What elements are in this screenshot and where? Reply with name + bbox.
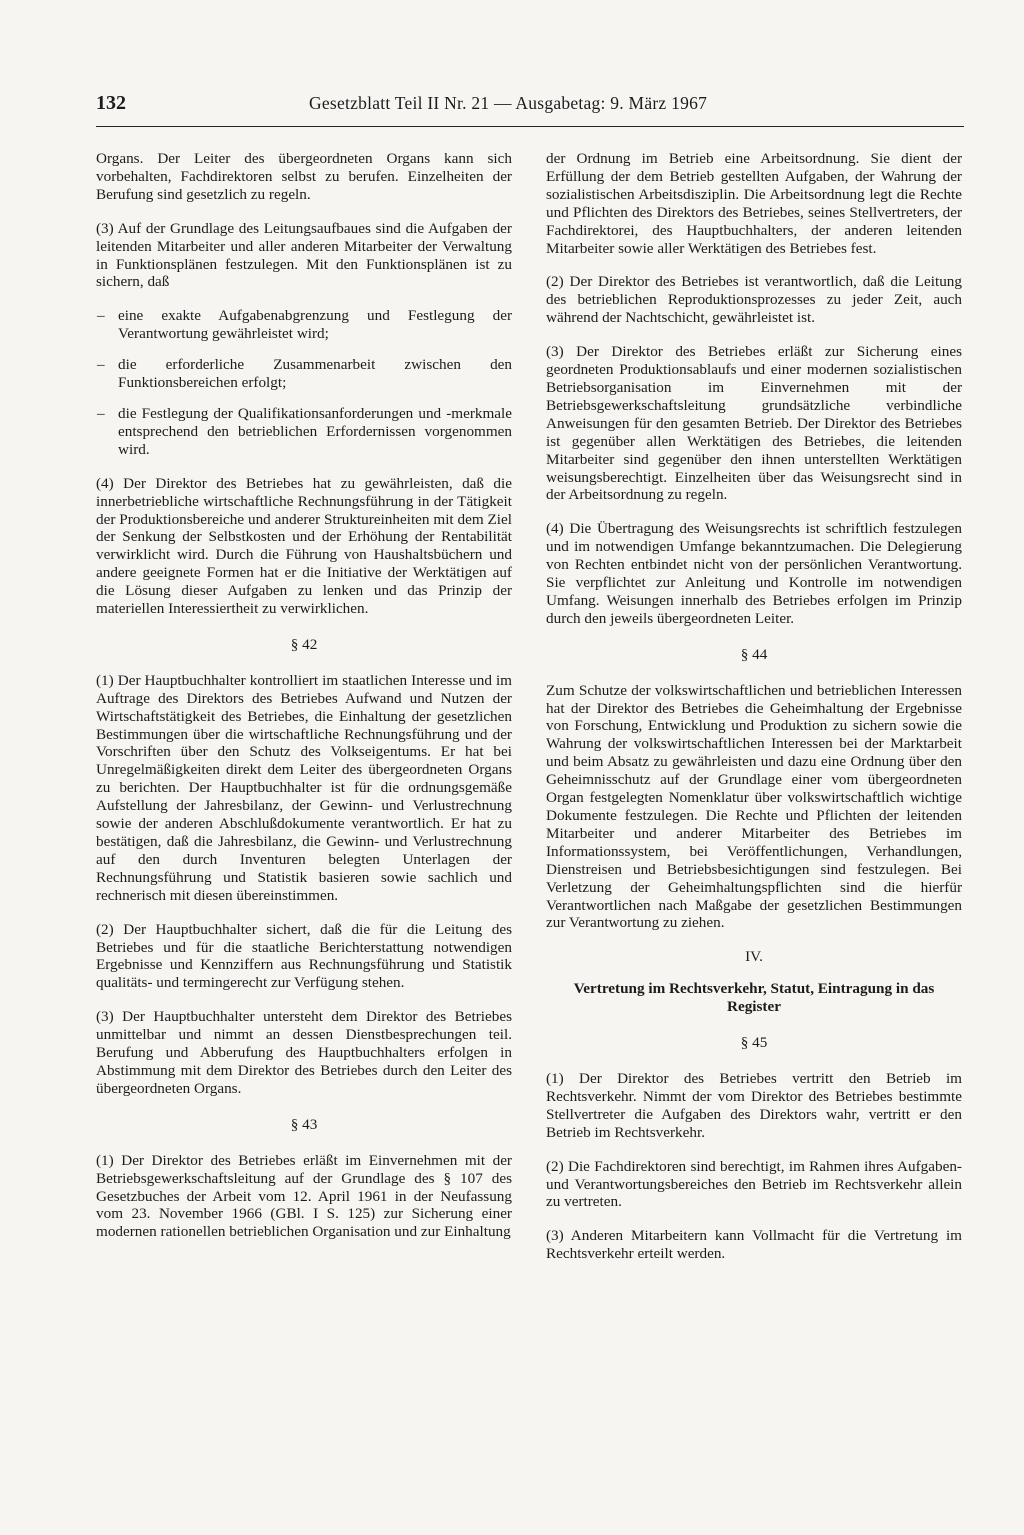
paragraph: (1) Der Direktor des Betriebes vertritt den Betrieb im Rechtsverkehr. Nimmt der vom Direktor des Betriebes bestimmte Stellvertreter die Aufgaben des Direktors wahr, vertritt er den Betrieb im Rechtsverkehr. (546, 1069, 962, 1141)
page-number: 132 (96, 92, 126, 114)
paragraph: (1) Der Direktor des Betriebes erläßt im Einvernehmen mit der Betriebsgewerkschaftsleitung auf der Grundlage des § 107 des Gesetzbuches der Arbeit vom 12. April 1961 in der Neufassung vom 23. November 1966 (GBl. I S. 125) zur Sicherung einer modernen rationellen betrieblichen Organisation und zur Einhaltung (96, 1151, 512, 1241)
chapter-title: Vertretung im Rechtsverkehr, Statut, Eintragung in das Register (573, 980, 935, 1016)
left-column (96, 150, 512, 1257)
section-heading-45: § 45 (740, 1034, 768, 1052)
paragraph: Organs. Der Leiter des übergeordneten Organs kann sich vorbehalten, Fachdirektoren selbst zu berufen. Einzelheiten der Berufung sind gesetzlich zu regeln. (96, 150, 512, 203)
paragraph: (3) Der Hauptbuchhalter untersteht dem Direktor des Betriebes unmittelbar und nimmt an dessen Dienstbesprechungen teil. Berufung und Abberufung des Hauptbuchhalters erfolgen in Abstimmung mit dem Direktor des Betriebes durch den Leiter des übergeordneten Organs. (96, 1008, 512, 1097)
paragraph: (2) Der Hauptbuchhalter sichert, daß die für die Leitung des Betriebes und für die staatliche Berichterstattung notwendigen Ergebnisse und Kennziffern aus Rechnungsführung und Statistik qualitäts- und termingerecht zur Verfügung stehen. (96, 920, 512, 992)
paragraph: (3) Auf der Grundlage des Leitungsaufbaues sind die Aufgaben der leitenden Mitarbeiter und aller anderen Mitarbeiter der Verwaltung in Funktionsplänen festzulegen. Mit den Funktionsplänen ist zu sichern, daß (96, 219, 512, 291)
paragraph: (4) Die Übertragung des Weisungsrechts ist schriftlich festzulegen und im notwendigen Umfange bekanntzumachen. Die Delegierung von Rechten entbindet nicht von der persönlichen Verantwortung. Sie verpflichtet zur Anleitung und Kontrolle im notwendigen Umfang. Weisungen innerhalb des Betriebes erfolgen im Prinzip durch den jeweils übergeordneten Leiter. (546, 520, 962, 627)
right-column (546, 150, 962, 1279)
section-heading-42: § 42 (290, 635, 318, 653)
paragraph: (2) Die Fachdirektoren sind berechtigt, im Rahmen ihres Aufgaben- und Verantwortungsbereiches den Betrieb im Rechtsverkehr allein zu vertreten. (546, 1157, 962, 1211)
page-header (96, 92, 964, 127)
paragraph: (4) Der Direktor des Betriebes hat zu gewährleisten, daß die innerbetriebliche wirtschaftliche Rechnungsführung in der Tätigkeit der Produktionsbereiche und anderer Struktureinheiten mit dem Ziel der Senkung der Selbstkosten und der Erhöhung der Rentabilität verwirklicht wird. Durch die Führung von Haushaltsbüchern und andere geeignete Formen hat er die Initiative der Werktätigen auf die Lösung dieser Aufgaben zu lenken und das Prinzip der materiellen Interessiertheit zu verwirklichen. (96, 474, 512, 618)
chapter-number: IV. (745, 948, 763, 966)
paragraph: (3) Anderen Mitarbeitern kann Vollmacht für die Vertretung im Rechtsverkehr erteilt werden. (546, 1227, 962, 1263)
bullet-list (96, 307, 512, 458)
paragraph: (2) Der Direktor des Betriebes ist verantwortlich, daß die Leitung des betrieblichen Reproduktionsprozesses zu jeder Zeit, auch während der Nachtschicht, gewährleistet ist. (546, 273, 962, 327)
paragraph: Zum Schutze der volkswirtschaftlichen und betrieblichen Interessen hat der Direktor des Betriebes die Geheimhaltung der Ergebnisse von Forschung, Entwicklung und Produktion zu sichern sowie die Wahrung der volkswirtschaftlichen Interessen bei der Marktarbeit und beim Absatz zu gewährleisten und dazu eine Ordnung über den Geheimnisschutz auf der Grundlage einer vom übergeordneten Organ festgelegten Nomenklatur über volkswirtschaftlich wichtige Dokumente festzulegen. Die Rechte und Pflichten der leitenden Mitarbeiter und anderer Mitarbeiter des Betriebes im Informationssystem, bei Veröffentlichungen, Verhandlungen, Dienstreisen und Betriebsbesichtigungen sind festzulegen. Bei Verletzung der Geheimhaltungspflichten sind die hierfür Verantwortlichen nach Maßgabe der gesetzlichen Bestimmungen zur Verantwortung zu ziehen. (546, 681, 962, 932)
list-item: – die Festlegung der Qualifikationsanforderungen und -merkmale entsprechend den betrieblichen Erfordernissen vorgenommen wird. (96, 405, 512, 459)
paragraph: (3) Der Direktor des Betriebes erläßt zur Sicherung eines geordneten Produktionsablaufs und einer modernen sozialistischen Betriebsorganisation im Einvernehmen mit der Betriebsgewerkschaftsleitung grundsätzliche verbindliche Anweisungen für den gesamten Betrieb. Der Direktor des Betriebes ist gegenüber allen Werktätigen des Betriebes, die leitenden Mitarbeiter sind gegenüber den ihnen unterstellten Werktätigen weisungsberechtigt. Einzelheiten über das Weisungsrecht sind in der Arbeitsordnung zu regeln. (546, 343, 962, 504)
paragraph: der Ordnung im Betrieb eine Arbeitsordnung. Sie dient der Erfüllung der dem Betrieb gestellten Aufgaben, der Wahrung der sozialistischen Arbeitsdisziplin. Die Arbeitsordnung legt die Rechte und Pflichten des Direktors des Betriebes, seines Stellvertreters, der Fachdirektorei, des Hauptbuchhalters, der anderen leitenden Mitarbeiter sowie aller Werktätigen des Betriebes fest. (546, 150, 962, 257)
list-item: – die erforderliche Zusammenarbeit zwischen den Funktionsbereichen erfolgt; (96, 356, 512, 392)
paragraph: (1) Der Hauptbuchhalter kontrolliert im staatlichen Interesse und im Auftrage des Direktors des Betriebes Aufwand und Nutzen der Wirtschaftstätigkeit des Betriebes, die Einhaltung der gesetzlichen Bestimmungen über die wirtschaftliche Rechnungsführung und der Vorschriften über den Schutz des Volkseigentums. Er hat bei Unregelmäßigkeiten direkt dem Leiter des übergeordneten Organs zu berichten. Der Hauptbuchhalter ist für die ordnungsgemäße Aufstellung der Jahresbilanz, der Gewinn- und Verlustrechnung sowie der anderen Abschlußdokumente verantwortlich. Er hat zu bestätigen, daß die Jahresbilanz, die Gewinn- und Verlustrechnung auf den durch Inventuren belegten Unterlagen der Rechnungsführung und Statistik basieren sowie sachlich und rechnerisch mit diesen übereinstimmen. (96, 671, 512, 904)
section-heading-43: § 43 (290, 1115, 318, 1133)
running-title: Gesetzblatt Teil II Nr. 21 — Ausgabetag: 9. März 1967 (309, 93, 708, 113)
section-heading-44: § 44 (740, 645, 768, 663)
list-item: – eine exakte Aufgabenabgrenzung und Festlegung der Verantwortung gewährleistet wird; (96, 307, 512, 343)
